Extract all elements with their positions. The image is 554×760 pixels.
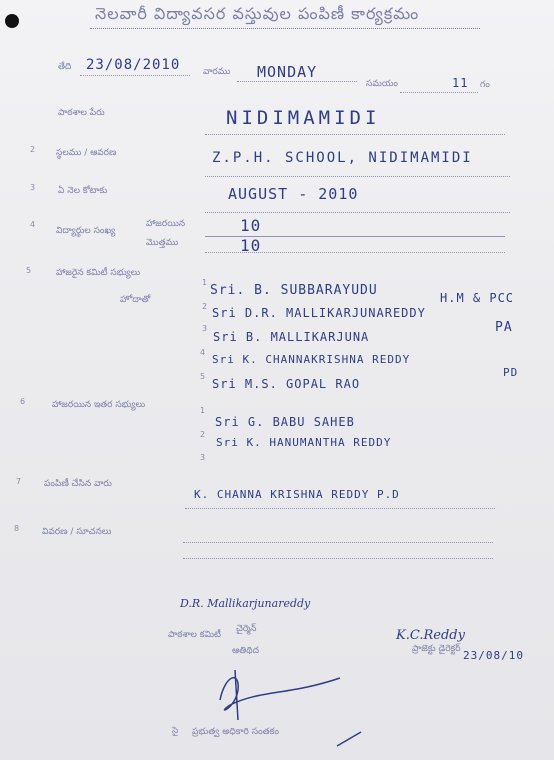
punch-hole [5,14,19,28]
time-line [400,92,478,93]
director-signature: K.C.Reddy [396,628,465,643]
students-line [205,252,505,253]
row-number-3: 3 [30,183,36,192]
remarks-label: వివరణ / సూచనలు [42,527,112,537]
distributor-line [185,508,495,509]
members-label: హాజరైన కమిటీ సభ్యులు [56,268,141,278]
officer-prefix: సై [172,726,179,736]
member-number-4: 4 [200,348,206,357]
row-number-8: 8 [14,524,20,533]
day-label: వారము [203,67,231,77]
row-number-6: 6 [20,397,26,406]
day-value: MONDAY [257,63,318,81]
day-line [237,81,357,82]
officer-signature-scribble [200,660,360,730]
chairman-label-a: పాఠశాల కమిటీ [168,630,221,640]
member-name-5: Sri M.S. GOPAL RAO [212,377,361,391]
date-label: తేది [58,62,72,72]
place-line [205,176,510,177]
distributor-label: పంపిణీ చేసిన వారు [44,479,112,489]
remarks-line [183,542,493,543]
member-role-2: PA [495,320,513,335]
director-label: ప్రాజెక్టు డైరెక్టర్ [412,644,461,654]
officer-label: ప్రభుత్వ అధికారి సంతకం [192,727,279,737]
time-value: 11 [452,76,469,90]
chairman-signature: D.R. Mallikarjunareddy [180,597,311,610]
distributor-value: K. CHANNA KRISHNA REDDY P.D [194,488,400,501]
member-number-5: 5 [200,372,206,381]
month-value: AUGUST - 2010 [228,185,359,203]
date-line [80,75,190,76]
row-number-4: 4 [30,220,36,229]
chairman-label-c: ఆతిథిద [232,646,259,656]
students-label: విద్యార్థుల సంఖ్య [56,226,116,236]
row-number-2: 2 [30,145,36,154]
school-line [205,134,505,135]
other-number-2: 2 [200,430,206,439]
title-underline [90,28,480,29]
place-label: స్థలము / ఆవరణ [56,148,117,158]
month-label: ఏ నెల కోటాకు [58,186,108,196]
member-number-1: 1 [202,278,208,287]
month-line [205,212,510,213]
others-label: హాజరయిన ఇతర సభ్యులు [52,400,146,410]
other-name-1: Sri G. BABU SAHEB [215,415,355,429]
time-label: సమయం [366,79,398,89]
school-value: NIDIMAMIDI [226,107,381,129]
member-role-1: H.M & PCC [440,291,515,305]
row-number-7: 7 [16,477,22,486]
total-label: మొత్తము [146,238,179,248]
member-name-2: Sri D.R. MALLIKARJUNAREDDY [212,306,426,320]
member-role-4: PD [503,366,519,379]
other-number-3: 3 [200,453,206,462]
member-number-3: 3 [202,324,208,333]
director-date: 23/08/10 [463,649,524,662]
member-name-1: Sri. B. SUBBARAYUDU [210,283,378,298]
other-number-1: 1 [200,406,206,415]
date-value: 23/08/2010 [86,57,181,73]
present-value: 10 [240,216,262,235]
pen-mark [335,728,365,748]
member-number-2: 2 [202,302,208,311]
member-name-4: Sri K. CHANNAKRISHNA REDDY [212,353,411,366]
remarks-line-2 [183,558,493,559]
members-sublabel: హోదాతో [120,295,151,305]
other-name-2: Sri K. HANUMANTHA REDDY [216,436,392,449]
place-value: Z.P.H. SCHOOL, NIDIMAMIDI [212,150,473,166]
time-unit: గం [480,80,490,90]
school-label: పాఠశాల పేరు [58,108,105,118]
total-value: 10 [240,236,262,255]
form-title: నెలవారీ విద్యావసర వస్తువుల పంపిణీ కార్యక్రమం [95,4,420,23]
row-number-5: 5 [26,266,32,275]
member-name-3: Sri B. MALLIKARJUNA [213,330,370,344]
present-label: హాజరయిన [146,219,186,229]
chairman-label-b: చైర్మెన్ [236,624,257,634]
